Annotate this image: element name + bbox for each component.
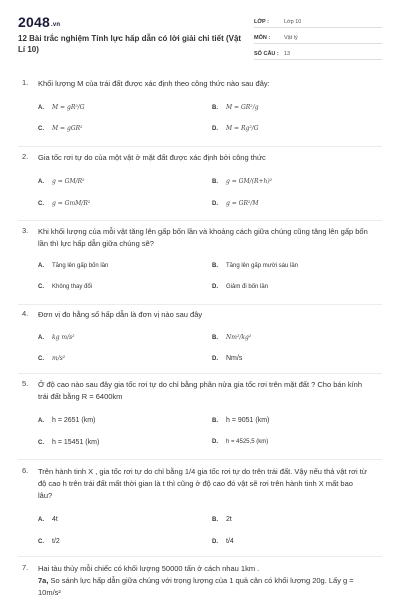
question-number: 2. — [22, 152, 29, 161]
question-text-line: Hai tàu thủy mỗi chiếc có khối lượng 50000 tấn ở cách nhau 1km . — [38, 564, 260, 573]
question-text: Khi khối lượng của mỗi vật tăng lên gấp bốn lần và khoảng cách giữa chúng cũng tăng lên gấp bốn lần thì lực hấp dẫn giữa chúng sẽ? — [38, 227, 368, 248]
question-text: Ở độ cao nào sau đây gia tốc rơi tự do chỉ bằng phân nửa gia tốc rơi trên mặt đất ? Cho bán kính trái đất bằng R = 6400km — [38, 380, 363, 401]
question-text: Gia tốc rơi tự do của một vật ở mặt đất được xác định bởi công thức — [38, 153, 266, 162]
option-c[interactable]: C. g = GmM/R² — [38, 200, 91, 207]
question-number: 4. — [22, 309, 29, 318]
divider — [18, 304, 382, 305]
option-c[interactable]: C. t/2 — [38, 538, 60, 545]
site-logo[interactable]: 2048.vn — [18, 14, 61, 30]
sub-question-label: 7a, — [38, 576, 49, 585]
question-text — [38, 563, 368, 599]
option-b[interactable]: B. 2t — [212, 516, 232, 523]
option-a[interactable]: A. g = GM/R² — [38, 178, 85, 185]
question-number: 5. — [22, 379, 29, 388]
document-title: 12 Bài trắc nghiệm Tính lực hấp dẫn có lời giải chi tiết (Vật Lí 10) — [18, 34, 242, 54]
option-a[interactable]: A. M = gR²/G — [38, 104, 85, 111]
option-b[interactable]: B. Nm²/kg² — [212, 334, 252, 341]
divider — [18, 373, 382, 374]
option-b[interactable]: B. h = 9051 (km) — [212, 417, 270, 424]
meta-label: MÔN : — [254, 35, 271, 41]
divider — [18, 459, 382, 460]
option-a[interactable]: A. kg m/s² — [38, 334, 75, 341]
question-text: Đơn vị đo hằng số hấp dẫn là đơn vị nào sau đây — [38, 310, 203, 319]
sub-question-text: So sánh lực hấp dẫn giữa chúng với trọng lượng của 1 quả cân có khối lượng 20g. Lấy g = 10m/s² — [38, 576, 354, 597]
divider — [18, 146, 382, 147]
option-d[interactable]: D. g = GR²/M — [212, 200, 259, 207]
question-number: 7. — [22, 563, 29, 572]
option-a[interactable]: A. Tăng lên gấp bốn lần — [38, 263, 109, 269]
document-header — [0, 0, 400, 62]
meta-class-row — [254, 14, 382, 28]
option-c[interactable]: C. M = gGR² — [38, 125, 83, 132]
option-b[interactable]: B. M = GR²/g — [212, 104, 259, 111]
divider — [18, 220, 382, 221]
divider — [18, 556, 382, 557]
meta-value: 13 — [284, 51, 291, 57]
option-a[interactable]: A. h = 2651 (km) — [38, 417, 96, 424]
option-d[interactable]: D. M = Rg²/G — [212, 125, 259, 132]
option-b[interactable]: B. Tăng lên gấp mười sáu lần — [212, 263, 298, 269]
option-c[interactable]: C. h = 15451 (km) — [38, 439, 100, 446]
question-number: 1. — [22, 78, 29, 87]
meta-subject-row — [254, 30, 382, 44]
option-d[interactable]: D. Nm/s — [212, 355, 243, 362]
option-c[interactable]: C. m/s² — [38, 355, 66, 362]
meta-count-row — [254, 46, 382, 60]
option-c[interactable]: C. Không thay đổi — [38, 284, 93, 290]
meta-value: Vật lý — [284, 35, 298, 41]
option-a[interactable]: A. 4t — [38, 516, 58, 523]
document-meta — [254, 14, 382, 62]
question-text: Trên hành tinh X , gia tốc rơi tự do chỉ bằng 1/4 gia tốc rơi tự do trên trái đất. Vậy nếu thả vật rơi từ độ cao h trên trái đất mất thời gian là t thì cũng ở độ cao đó vật sẽ rơi trên hành tinh X mất bao lâu? — [38, 467, 367, 500]
meta-label: LỚP : — [254, 19, 269, 25]
question-text: Khối lượng M của trái đất được xác định theo công thức nào sau đây: — [38, 79, 270, 88]
option-d[interactable]: D. h = 4525,5 (km) — [212, 439, 269, 445]
question-number: 3. — [22, 226, 29, 235]
option-d[interactable]: D. Giảm đi bốn lần — [212, 284, 269, 290]
question-number: 6. — [22, 466, 29, 475]
option-b[interactable]: B. g = GM/(R+h)² — [212, 178, 273, 185]
meta-label: SỐ CÂU : — [254, 51, 279, 57]
meta-value: Lớp 10 — [284, 19, 302, 25]
option-d[interactable]: D. t/4 — [212, 538, 234, 545]
